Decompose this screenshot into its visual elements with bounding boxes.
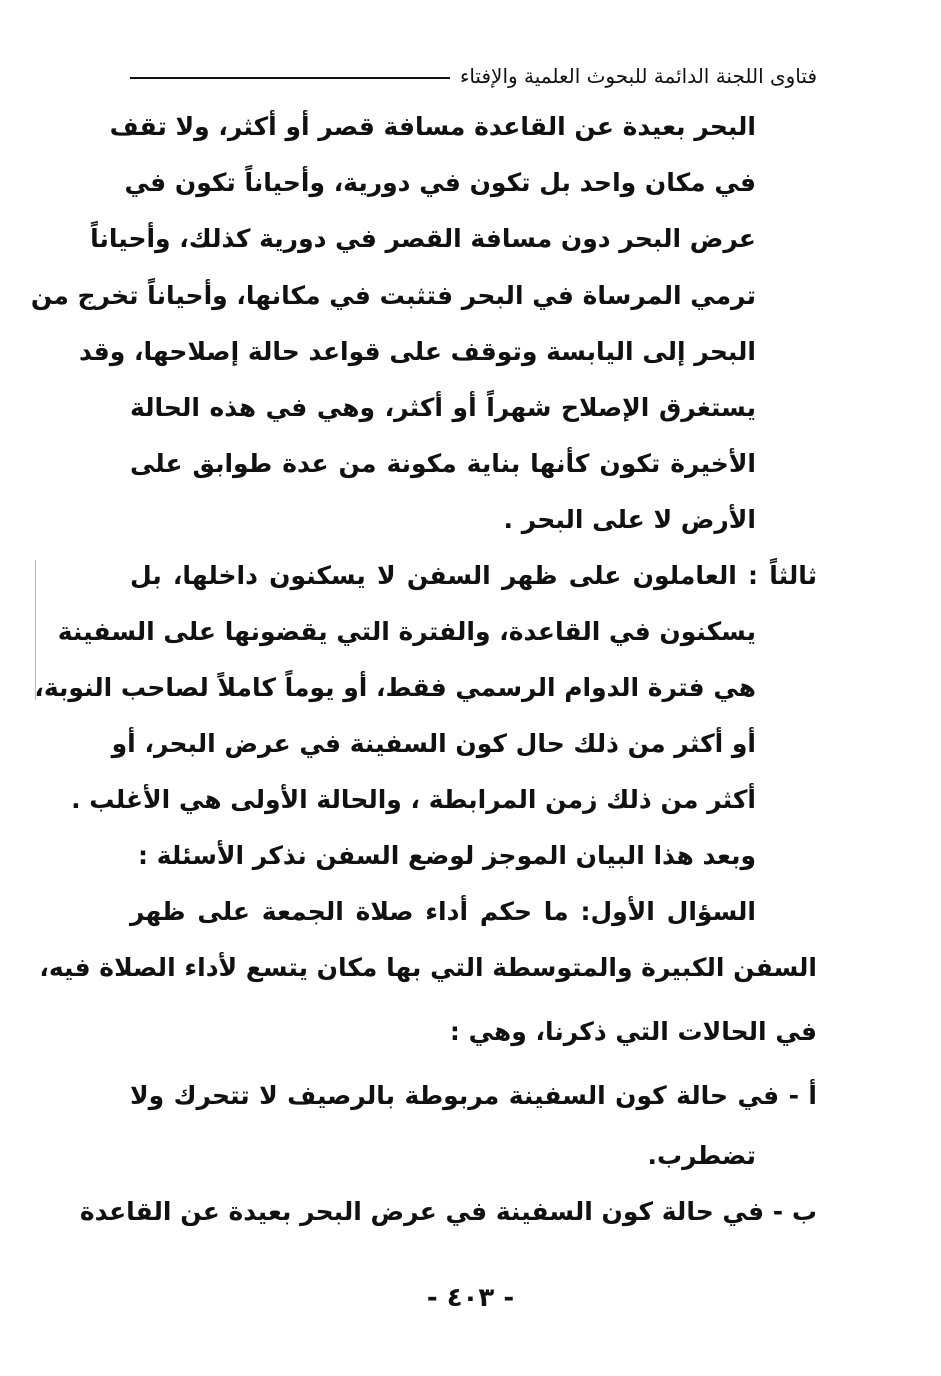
text-line: السؤال الأول: ما حكم أداء صلاة الجمعة على ظهر [130, 897, 756, 926]
scan-edge-mark [35, 560, 36, 700]
text-line: أو أكثر من ذلك حال كون السفينة في عرض البحر، أو [111, 729, 756, 758]
text-line: ب - في حالة كون السفينة في عرض البحر بعيدة عن القاعدة [79, 1197, 817, 1226]
text-line: ثالثاً : العاملون على ظهر السفن لا يسكنون داخلها، بل [130, 561, 817, 590]
text-line: تضطرب. [647, 1141, 756, 1170]
text-line: الأرض لا على البحر . [503, 505, 756, 534]
text-line: الأخيرة تكون كأنها بناية مكونة من عدة طوابق على [130, 449, 756, 478]
text-line: البحر بعيدة عن القاعدة مسافة قصر أو أكثر، ولا تقف [109, 112, 756, 141]
text-line: في مكان واحد بل تكون في دورية، وأحياناً تكون في [124, 168, 756, 197]
text-line: أكثر من ذلك زمن المرابطة ، والحالة الأولى هي الأغلب . [71, 785, 756, 814]
text-line: وبعد هذا البيان الموجز لوضع السفن نذكر الأسئلة : [138, 841, 756, 870]
text-line: يستغرق الإصلاح شهراً أو أكثر، وهي في هذه الحالة [130, 393, 756, 422]
header-rule [130, 77, 450, 79]
text-line: أ - في حالة كون السفينة مربوطة بالرصيف لا تتحرك ولا [130, 1081, 817, 1110]
text-line: عرض البحر دون مسافة القصر في دورية كذلك، وأحياناً [90, 224, 756, 253]
text-line: السفن الكبيرة والمتوسطة التي بها مكان يتسع لأداء الصلاة فيه، [39, 953, 817, 982]
text-line: ترمي المرساة في البحر فتثبت في مكانها، وأحياناً تخرج من [30, 281, 756, 310]
page-number: - ٤٠٣ - [426, 1283, 515, 1313]
text-line: البحر إلى اليابسة وتوقف على قواعد حالة إصلاحها، وقد [78, 337, 756, 366]
header-title: فتاوى اللجنة الدائمة للبحوث العلمية والإفتاء [459, 64, 817, 88]
text-line: هي فترة الدوام الرسمي فقط، أو يوماً كاملاً لصاحب النوبة، [34, 673, 756, 702]
running-header [130, 58, 817, 94]
text-line: يسكنون في القاعدة، والفترة التي يقضونها على السفينة [57, 617, 756, 646]
text-line: في الحالات التي ذكرنا، وهي : [449, 1017, 817, 1046]
